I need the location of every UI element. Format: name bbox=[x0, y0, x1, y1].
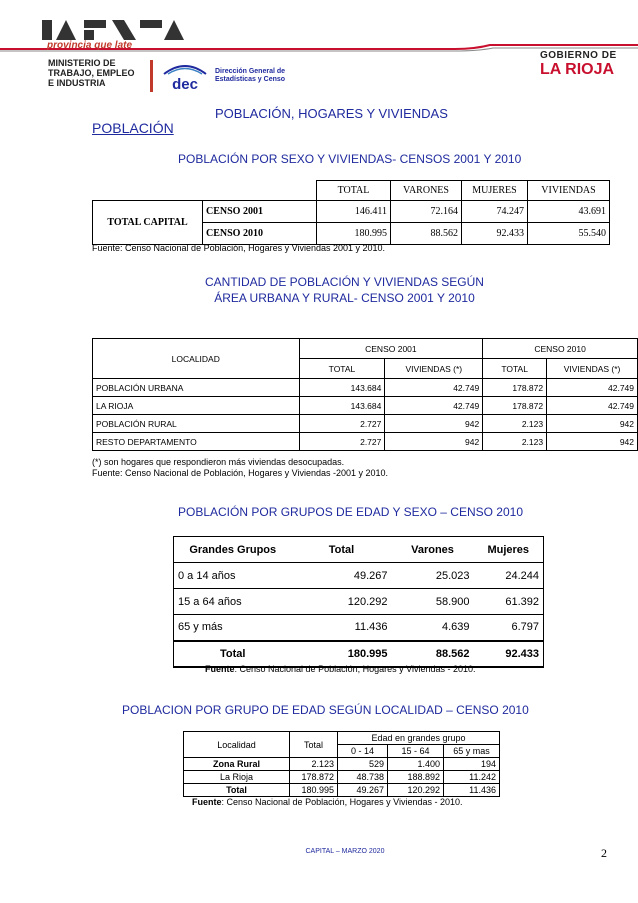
cell: 180.995 bbox=[292, 641, 392, 667]
cell: 178.872 bbox=[290, 771, 338, 784]
cell: 942 bbox=[385, 415, 483, 433]
col-header: TOTAL bbox=[483, 359, 547, 379]
rioja-label: LA RIOJA bbox=[540, 61, 615, 78]
col-header: Grandes Grupos bbox=[174, 537, 292, 563]
table-header-row bbox=[174, 537, 544, 563]
row-label: 0 a 14 años bbox=[174, 563, 292, 589]
logo-slogan: provincia que late bbox=[47, 40, 133, 51]
dec-name: Dirección General de Estadísticas y Censo bbox=[215, 68, 286, 83]
table-row bbox=[93, 201, 610, 223]
row-label: La Rioja bbox=[184, 771, 290, 784]
svg-text:dec: dec bbox=[172, 76, 198, 92]
row-label: Total bbox=[174, 641, 292, 667]
page-number: 2 bbox=[601, 846, 607, 860]
col-header: CENSO 2010 bbox=[483, 339, 638, 359]
table1-source: Fuente: Censo Nacional de Población, Hogares y Viviendas 2001 y 2010. bbox=[92, 243, 386, 253]
col-header: Varones bbox=[392, 537, 474, 563]
table-header-row bbox=[93, 339, 638, 359]
cell: 194 bbox=[444, 758, 500, 771]
cell: 88.562 bbox=[391, 223, 462, 245]
cell: 143.684 bbox=[299, 397, 385, 415]
row-label: 65 y más bbox=[174, 615, 292, 641]
table-total-row bbox=[184, 784, 500, 797]
page-footer: CAPITAL – MARZO 2020 bbox=[305, 848, 385, 855]
col-header: VIVIENDAS bbox=[528, 181, 610, 201]
row-label: Total bbox=[184, 784, 290, 797]
table4-source: Fuente: Censo Nacional de Población, Hogares y Viviendas - 2010. bbox=[192, 797, 463, 807]
cell: 92.433 bbox=[474, 641, 544, 667]
row-label: POBLACIÓN URBANA bbox=[93, 379, 300, 397]
table-population-sex-dwellings bbox=[92, 180, 610, 245]
cell: 2.727 bbox=[299, 433, 385, 451]
table-row bbox=[174, 589, 544, 615]
table-row bbox=[93, 433, 638, 451]
dec-logo-icon bbox=[160, 60, 210, 92]
table-urban-rural bbox=[92, 338, 638, 451]
row-label: CENSO 2001 bbox=[203, 201, 317, 223]
row-group-label: TOTAL CAPITAL bbox=[93, 201, 203, 245]
cell: 48.738 bbox=[338, 771, 388, 784]
cell: 55.540 bbox=[528, 223, 610, 245]
table3-source: Fuente: Censo Nacional de Población, Hogares y Viviendas - 2010. bbox=[205, 664, 476, 674]
cell: 2.123 bbox=[483, 415, 547, 433]
cell: 188.892 bbox=[388, 771, 444, 784]
cell: 942 bbox=[547, 433, 638, 451]
cell: 49.267 bbox=[292, 563, 392, 589]
table-row bbox=[93, 415, 638, 433]
cell: 61.392 bbox=[474, 589, 544, 615]
cell: 42.749 bbox=[385, 379, 483, 397]
cell: 42.749 bbox=[547, 397, 638, 415]
col-header: LOCALIDAD bbox=[93, 339, 300, 379]
row-label: RESTO DEPARTAMENTO bbox=[93, 433, 300, 451]
table2-source: Fuente: Censo Nacional de Población, Hogares y Viviendas -2001 y 2010. bbox=[92, 468, 389, 478]
cell: 43.691 bbox=[528, 201, 610, 223]
section-title: POBLACIÓN bbox=[92, 120, 174, 136]
cell: 24.244 bbox=[474, 563, 544, 589]
cell: 1.400 bbox=[388, 758, 444, 771]
table-age-locality bbox=[183, 731, 500, 797]
cell: 2.727 bbox=[299, 415, 385, 433]
col-header: Total bbox=[290, 732, 338, 758]
cell: 120.292 bbox=[388, 784, 444, 797]
cell: 180.995 bbox=[290, 784, 338, 797]
col-header: Localidad bbox=[184, 732, 290, 758]
table-header-row bbox=[93, 181, 610, 201]
col-header: VARONES bbox=[391, 181, 462, 201]
cell: 180.995 bbox=[317, 223, 391, 245]
table-row bbox=[93, 397, 638, 415]
col-header: 0 - 14 bbox=[338, 745, 388, 758]
cell: 25.023 bbox=[392, 563, 474, 589]
col-header: 65 y mas bbox=[444, 745, 500, 758]
table-row bbox=[184, 771, 500, 784]
cell: 42.749 bbox=[547, 379, 638, 397]
table-header-row bbox=[184, 732, 500, 745]
cell: 72.164 bbox=[391, 201, 462, 223]
cell: 11.242 bbox=[444, 771, 500, 784]
cell: 11.436 bbox=[444, 784, 500, 797]
cell: 143.684 bbox=[299, 379, 385, 397]
table-row bbox=[93, 379, 638, 397]
cell: 942 bbox=[385, 433, 483, 451]
cell: 2.123 bbox=[483, 433, 547, 451]
table1-title: POBLACIÓN POR SEXO Y VIVIENDAS- CENSOS 2001 Y 2010 bbox=[178, 152, 522, 166]
col-header: CENSO 2001 bbox=[299, 339, 483, 359]
ministry-divider bbox=[150, 60, 153, 92]
page-title: POBLACIÓN, HOGARES Y VIVIENDAS bbox=[215, 106, 448, 121]
cell: 42.749 bbox=[385, 397, 483, 415]
cell: 2.123 bbox=[290, 758, 338, 771]
cell: 11.436 bbox=[292, 615, 392, 641]
col-header: TOTAL bbox=[299, 359, 385, 379]
col-header: VIVIENDAS (*) bbox=[385, 359, 483, 379]
table2-note: (*) son hogares que respondieron más viviendas desocupadas. bbox=[92, 457, 345, 467]
table3-title: POBLACIÓN POR GRUPOS DE EDAD Y SEXO – CENSO 2010 bbox=[178, 505, 524, 519]
col-header: TOTAL bbox=[317, 181, 391, 201]
col-header: 15 - 64 bbox=[388, 745, 444, 758]
cell: 6.797 bbox=[474, 615, 544, 641]
row-label: LA RIOJA bbox=[93, 397, 300, 415]
cell: 92.433 bbox=[462, 223, 528, 245]
col-header: VIVIENDAS (*) bbox=[547, 359, 638, 379]
cell: 49.267 bbox=[338, 784, 388, 797]
table-total-row bbox=[174, 641, 544, 667]
col-header: MUJERES bbox=[462, 181, 528, 201]
row-label: CENSO 2010 bbox=[203, 223, 317, 245]
table4-title: POBLACION POR GRUPO DE EDAD SEGÚN LOCALIDAD – CENSO 2010 bbox=[122, 703, 529, 717]
ministry-name: MINISTERIO DE TRABAJO, EMPLEO E INDUSTRIA bbox=[48, 58, 135, 88]
table-row bbox=[184, 758, 500, 771]
col-header: Total bbox=[292, 537, 392, 563]
cell: 88.562 bbox=[392, 641, 474, 667]
cell: 178.872 bbox=[483, 397, 547, 415]
cell: 4.639 bbox=[392, 615, 474, 641]
cell: 58.900 bbox=[392, 589, 474, 615]
cell: 146.411 bbox=[317, 201, 391, 223]
cell: 74.247 bbox=[462, 201, 528, 223]
gobierno-label: GOBIERNO DE bbox=[540, 50, 617, 61]
table2-title: CANTIDAD DE POBLACIÓN Y VIVIENDAS SEGÚN ÁREA URBANA Y RURAL- CENSO 2001 Y 2010 bbox=[205, 275, 484, 305]
cell: 942 bbox=[547, 415, 638, 433]
table-row bbox=[174, 563, 544, 589]
col-header: Mujeres bbox=[474, 537, 544, 563]
table-age-sex bbox=[173, 536, 544, 668]
cell: 529 bbox=[338, 758, 388, 771]
cell: 178.872 bbox=[483, 379, 547, 397]
cell: 120.292 bbox=[292, 589, 392, 615]
row-label: 15 a 64 años bbox=[174, 589, 292, 615]
col-header: Edad en grandes grupo bbox=[338, 732, 500, 745]
row-label: POBLACIÓN RURAL bbox=[93, 415, 300, 433]
table-row bbox=[174, 615, 544, 641]
row-label: Zona Rural bbox=[184, 758, 290, 771]
